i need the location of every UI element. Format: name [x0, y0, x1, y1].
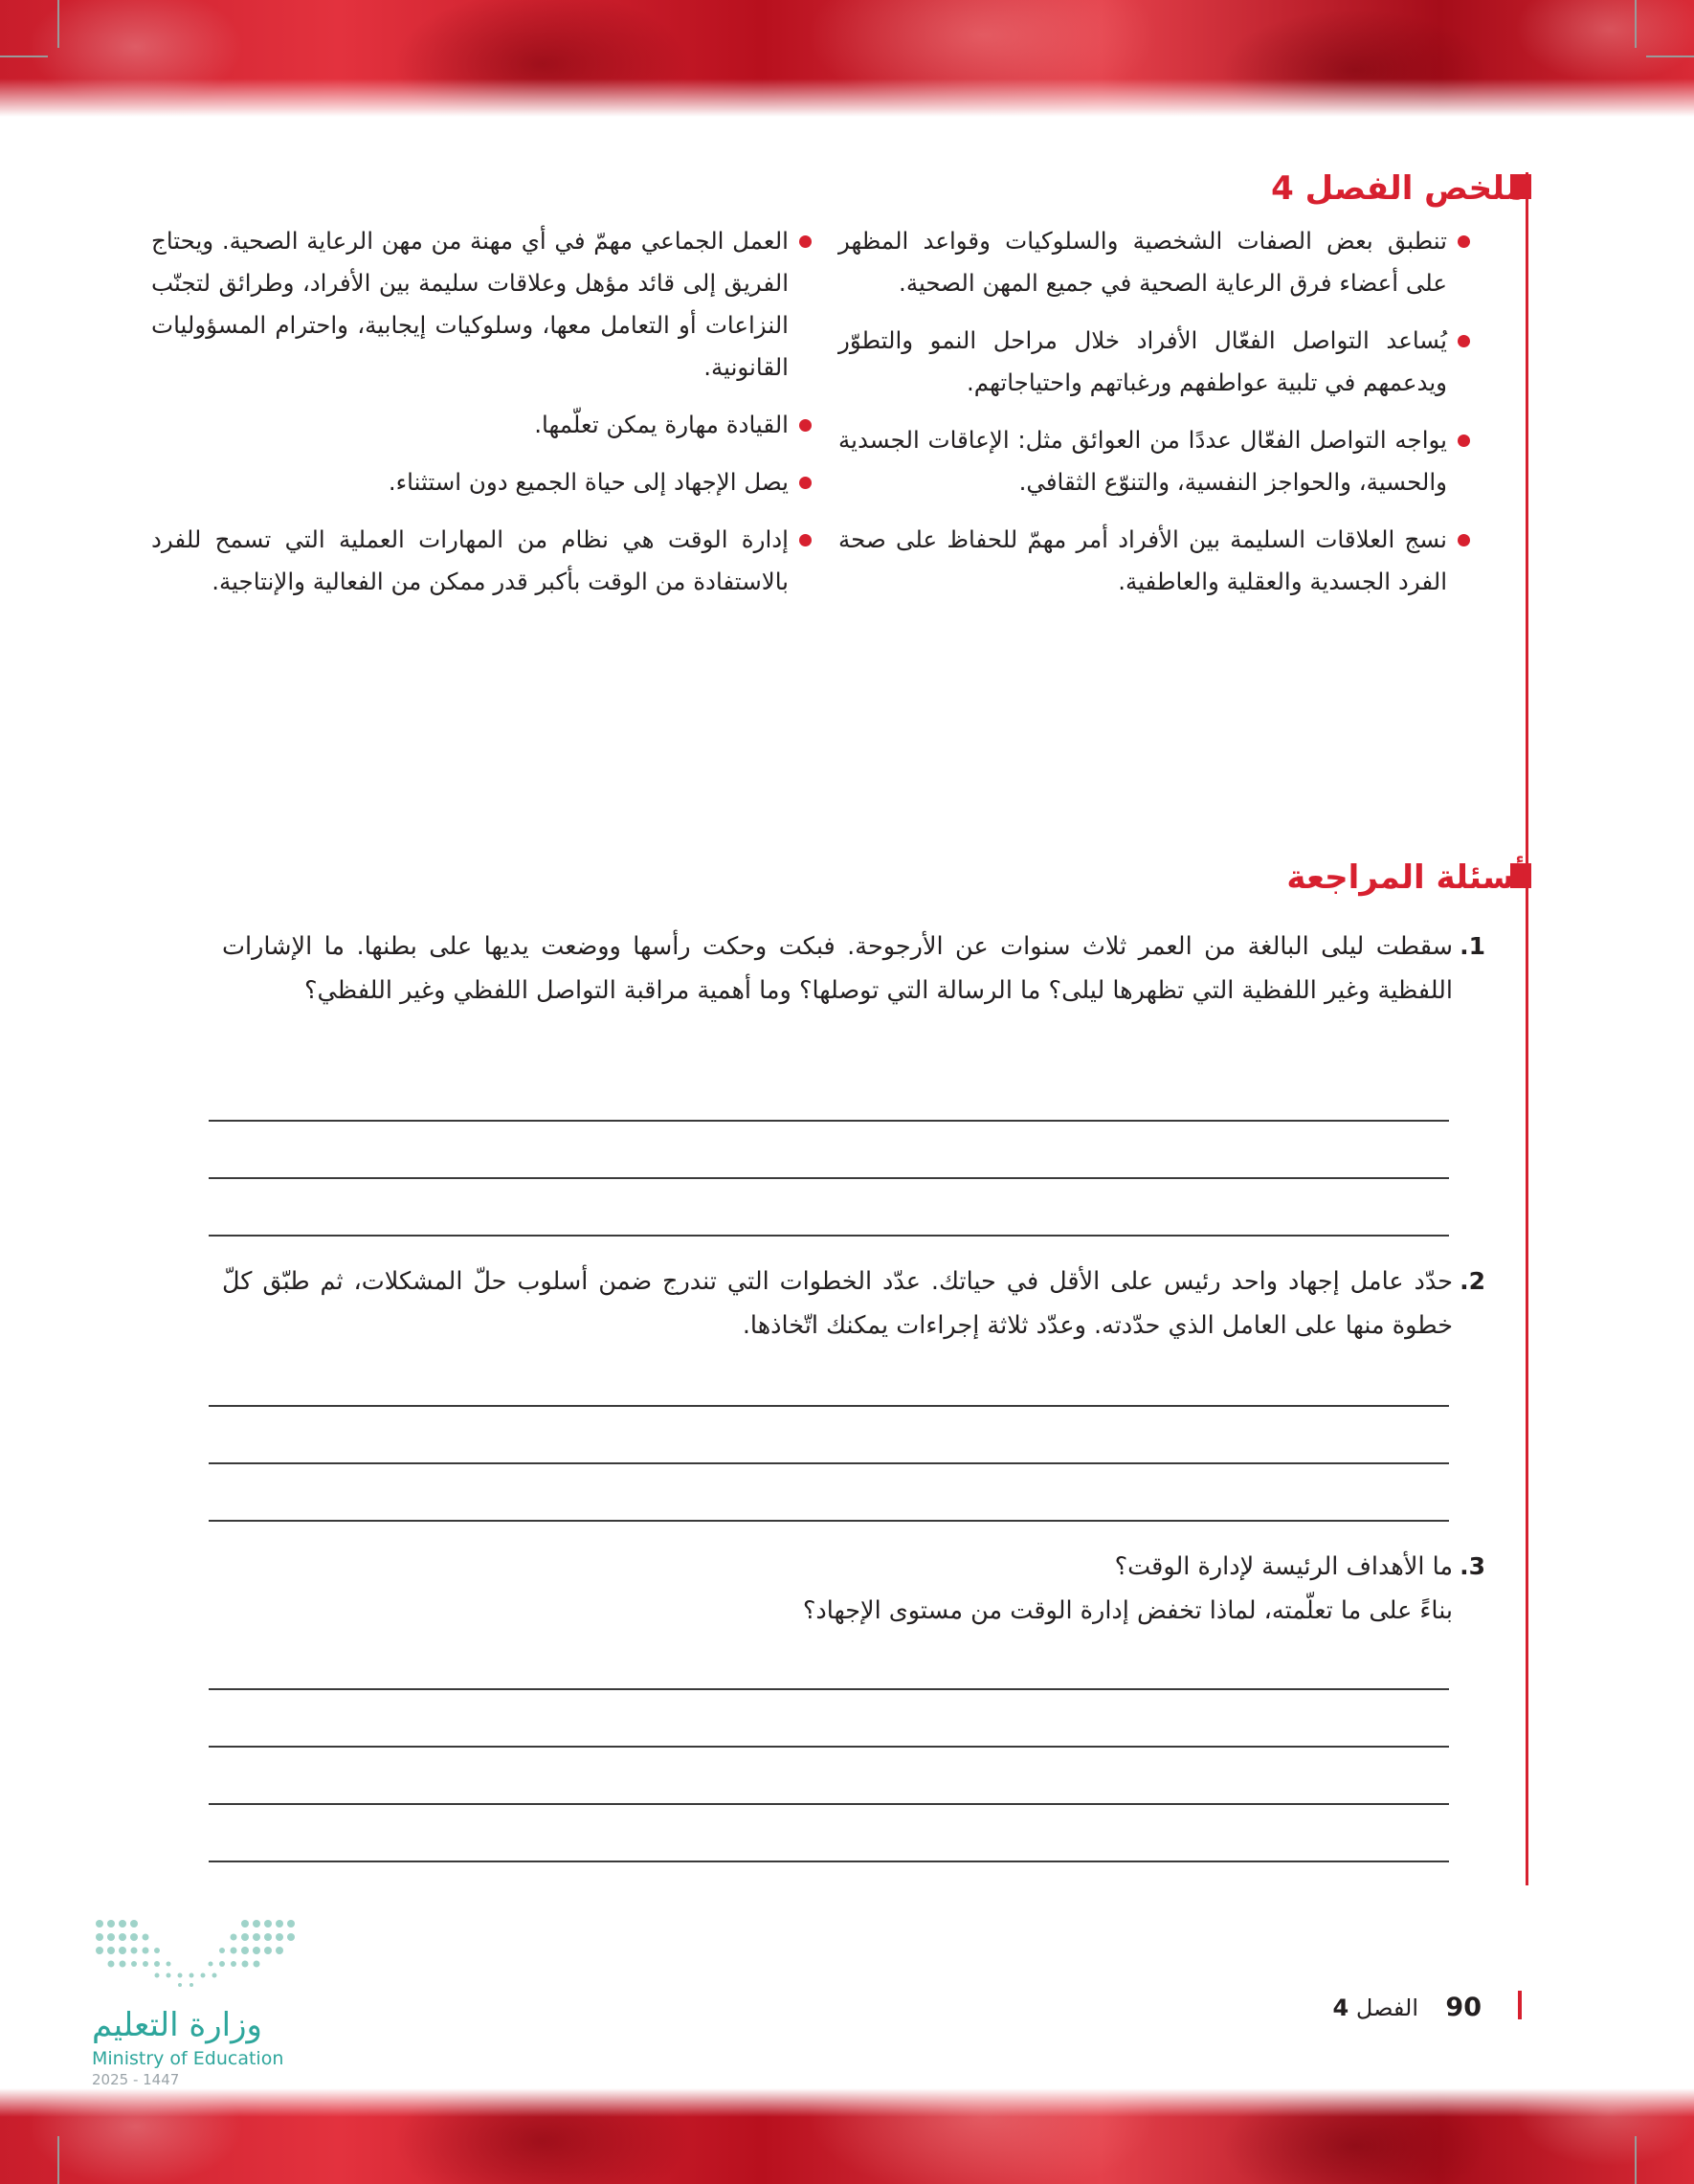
margin-rule: [1526, 172, 1528, 1885]
crop-mark: [0, 56, 48, 57]
summary-left-column: [151, 220, 812, 618]
summary-bullet: العمل الجماعي مهمّ في أي مهنة من مهن الرعاية الصحية. ويحتاج الفريق إلى قائد مؤهل وعلاقات سليمة بين الأفراد، وطرائق لتجنّب النزاعات أو التعامل معها، وسلوكيات إيجابية، واحترام المسؤوليات القانونية.: [151, 220, 812, 389]
answer-line[interactable]: [209, 1520, 1449, 1522]
crop-mark: [57, 2136, 59, 2184]
logo-dots-icon: [92, 1914, 302, 1991]
question-text: بناءً على ما تعلّمته، لماذا تخفض إدارة الوقت من مستوى الإجهاد؟: [802, 1596, 1453, 1625]
crop-mark: [1646, 56, 1694, 57]
question-number: 2.: [1460, 1267, 1485, 1295]
question-text: ما الأهداف الرئيسة لإدارة الوقت؟: [1114, 1552, 1453, 1581]
page-number: 90: [1445, 1993, 1482, 2022]
bullet-dot: [1458, 335, 1470, 347]
summary-bullet: القيادة مهارة يمكن تعلّمها.: [151, 404, 812, 446]
summary-right-column: [838, 220, 1470, 618]
bullet-dot: [1458, 235, 1470, 248]
crop-mark: [1635, 2136, 1637, 2184]
logo-year: 2025 - 1447: [92, 2071, 180, 2088]
answer-line[interactable]: [209, 1462, 1449, 1464]
ministry-logo: [92, 1914, 302, 2096]
question-number: 3.: [1460, 1552, 1485, 1580]
bullet-dot: [799, 235, 812, 248]
review-question-3: [222, 1545, 1485, 1633]
chapter-label: الفصل 4: [1332, 1995, 1418, 2021]
footer-marker: [1518, 1991, 1522, 2019]
summary-bullet: يُساعد التواصل الفعّال الأفراد خلال مراحل النمو والتطوّر ويدعمهم في تلبية عواطفهم ورغباتهم واحتياجاتهم.: [838, 320, 1470, 404]
answer-line[interactable]: [209, 1861, 1449, 1862]
bullet-dot: [1458, 435, 1470, 447]
bullet-dot: [799, 419, 812, 432]
summary-bullet: يواجه التواصل الفعّال عددًا من العوائق مثل: الإعاقات الجسدية والحسية، والحواجز النفسية، والتنوّع الثقافي.: [838, 419, 1470, 503]
bottom-decorative-banner: [0, 2088, 1694, 2184]
crop-mark: [57, 0, 59, 48]
top-decorative-banner: [0, 0, 1694, 117]
answer-line[interactable]: [209, 1177, 1449, 1179]
answer-line[interactable]: [209, 1746, 1449, 1748]
review-title: أسئلة المراجعة: [1286, 858, 1526, 897]
answer-line[interactable]: [209, 1803, 1449, 1805]
logo-arabic-text: وزارة التعليم: [92, 2006, 262, 2044]
logo-english-text: Ministry of Education: [92, 2048, 284, 2069]
bullet-dot: [1458, 534, 1470, 546]
question-number: 1.: [1460, 932, 1485, 960]
review-question-2: [222, 1259, 1485, 1348]
answer-line[interactable]: [209, 1235, 1449, 1237]
summary-bullet: يصل الإجهاد إلى حياة الجميع دون استثناء.: [151, 461, 812, 503]
question-text: سقطت ليلى البالغة من العمر ثلاث سنوات عن الأرجوحة. فبكت وحكت رأسها ووضعت يديها على بطنها. ما الإشارات اللفظية وغير اللفظية التي تظهرها ليلى؟ ما الرسالة التي توصلها؟ وما أهمية مراقبة التواصل اللفظي وغير اللفظي؟: [222, 932, 1453, 1005]
review-question-1: [222, 925, 1485, 1013]
bullet-dot: [799, 534, 812, 546]
answer-line[interactable]: [209, 1688, 1449, 1690]
question-text: حدّد عامل إجهاد واحد رئيس على الأقل في حياتك. عدّد الخطوات التي تندرج ضمن أسلوب حلّ المشكلات، ثم طبّق كلّ خطوة منها على العامل الذي حدّدته. وعدّد ثلاثة إجراءات يمكنك اتّخاذها.: [222, 1267, 1453, 1340]
answer-line[interactable]: [209, 1120, 1449, 1122]
summary-title: ملخص الفصل 4: [1271, 169, 1526, 208]
bullet-dot: [799, 477, 812, 489]
summary-bullet: تنطبق بعض الصفات الشخصية والسلوكيات وقواعد المظهر على أعضاء فرق الرعاية الصحية في جميع المهن الصحية.: [838, 220, 1470, 304]
crop-mark: [1635, 0, 1637, 48]
summary-bullet: نسج العلاقات السليمة بين الأفراد أمر مهمّ للحفاظ على صحة الفرد الجسدية والعقلية والعاطفية.: [838, 519, 1470, 603]
answer-line[interactable]: [209, 1405, 1449, 1407]
summary-bullet: إدارة الوقت هي نظام من المهارات العملية التي تسمح للفرد بالاستفادة من الوقت بأكبر قدر ممكن من الفعالية والإنتاجية.: [151, 519, 812, 603]
